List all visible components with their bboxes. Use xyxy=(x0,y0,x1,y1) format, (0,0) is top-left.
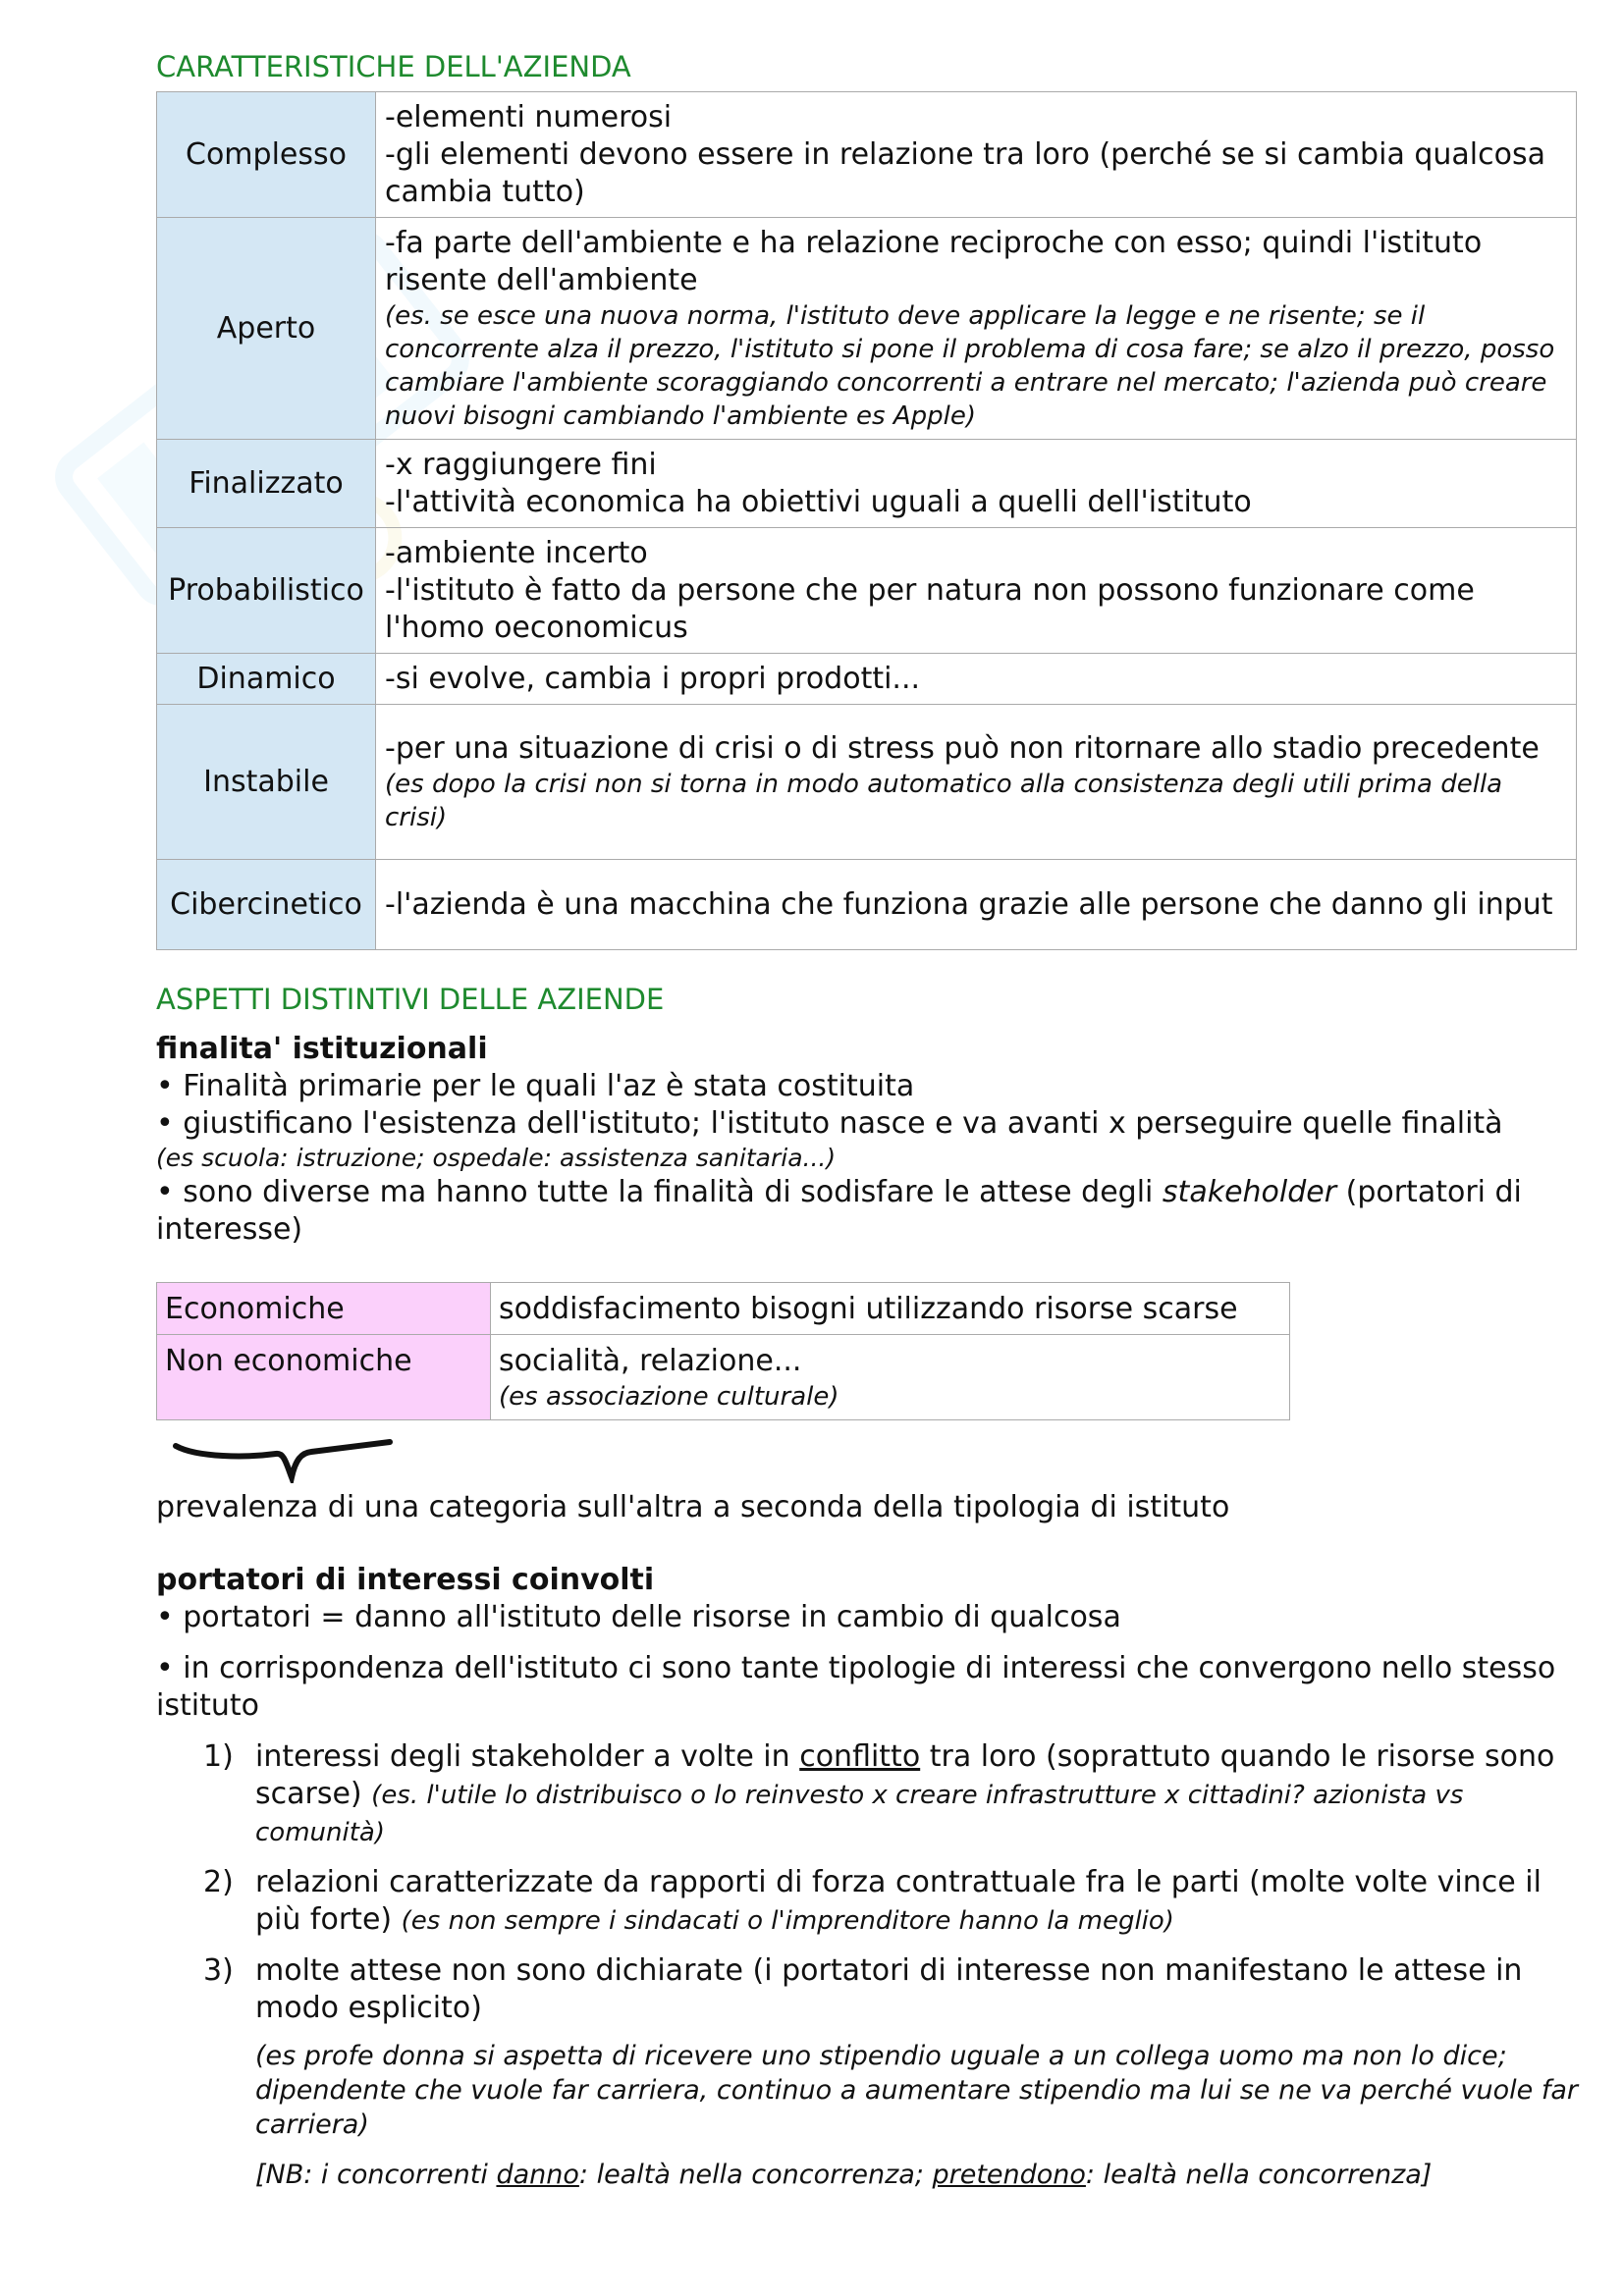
table-row xyxy=(157,1335,1290,1420)
bullet-example: (es scuola: istruzione; ospedale: assistenza sanitaria...) xyxy=(156,1144,837,1172)
row-value xyxy=(376,528,1577,654)
row-label: Probabilistico xyxy=(157,528,376,654)
text-part: : lealtà nella concorrenza] xyxy=(1085,2160,1433,2190)
row-label: Economiche xyxy=(157,1283,491,1335)
underlined-term: danno xyxy=(496,2160,579,2190)
row-line: -fa parte dell'ambiente e ha relazione reciproche con esso; quindi l'istituto risente dell'ambiente xyxy=(385,225,1483,297)
section-title-caratteristiche: CARATTERISTICHE DELL'AZIENDA xyxy=(156,50,631,83)
item-example: (es non sempre i sindacati o l'imprenditore hanno la meglio) xyxy=(401,1906,1174,1936)
text-part: molte attese non sono dichiarate (i portatori di interesse non manifestano le attese in modo esplicito) xyxy=(255,1953,1523,2025)
text-part: interessi degli stakeholder a volte in xyxy=(255,1739,800,1774)
row-label: Complesso xyxy=(157,92,376,218)
text-part: tra loro (soprattuto quando le risorse sono scarse) xyxy=(255,1739,1555,1811)
table-row xyxy=(157,528,1577,654)
item-number: 2) xyxy=(203,1865,234,1899)
row-line: -gli elementi devono essere in relazione tra loro (perché se si cambia qualcosa cambia tutto) xyxy=(385,136,1545,209)
section-title-aspetti: ASPETTI DISTINTIVI DELLE AZIENDE xyxy=(156,983,665,1016)
stakeholder-term: stakeholder xyxy=(1162,1175,1337,1209)
bullet-corrispondenza: • in corrispondenza dell'istituto ci sono tante tipologie di interessi che convergono nello stesso istituto xyxy=(156,1651,1556,1723)
list-item xyxy=(156,1952,1580,2027)
text-part: : lealtà nella concorrenza; xyxy=(578,2160,933,2190)
row-value xyxy=(491,1335,1290,1420)
subtitle-portatori: portatori di interessi coinvolti xyxy=(156,1563,655,1597)
row-label: Finalizzato xyxy=(157,440,376,528)
row-label: Cibercinetico xyxy=(157,860,376,950)
row-line: socialità, relazione... xyxy=(499,1344,802,1378)
table-row xyxy=(157,1283,1290,1335)
item-number: 3) xyxy=(203,1953,234,1988)
numbered-list xyxy=(156,1738,1580,2027)
row-line: -si evolve, cambia i propri prodotti... xyxy=(385,661,921,696)
underlined-term: pretendono xyxy=(932,2160,1086,2190)
row-value xyxy=(376,440,1577,528)
row-value xyxy=(376,705,1577,860)
table-row xyxy=(157,654,1577,705)
row-label: Aperto xyxy=(157,218,376,440)
table-row xyxy=(157,705,1577,860)
table-row xyxy=(157,218,1577,440)
row-example: (es. se esce una nuova norma, l'istituto deve applicare la legge e ne risente; se il concorrente alza il prezzo, l'istituto si pone il problema di cosa fare; se alzo il prezzo, posso cambiare l'ambiente scoraggiando concorrenti a entrare nel mercato; l'azienda può creare nuovi bisogni cambiando l'ambiente es Apple) xyxy=(385,300,1555,431)
row-line: -l'attività economica ha obiettivi uguali a quelli dell'istituto xyxy=(385,484,1252,519)
row-value xyxy=(376,860,1577,950)
row-label: Instabile xyxy=(157,705,376,860)
row-line: -per una situazione di crisi o di stress può non ritornare allo stadio precedente xyxy=(385,730,1540,766)
bullet-finalita-primarie: • Finalità primarie per le quali l'az è stata costituita xyxy=(156,1069,915,1103)
finalita-table xyxy=(156,1282,1290,1420)
text-part: • sono diverse ma hanno tutte la finalità di sodisfare le attese degli xyxy=(156,1175,1163,1209)
bullet-giustificano: • giustificano l'esistenza dell'istituto; l'istituto nasce e va avanti x perseguire quelle finalità xyxy=(156,1106,1503,1141)
row-example: (es dopo la crisi non si torna in modo automatico alla consistenza degli utili prima della crisi) xyxy=(385,769,1503,832)
list-item xyxy=(156,1738,1580,1850)
table-row xyxy=(157,860,1577,950)
table-row xyxy=(157,440,1577,528)
row-line: -x raggiungere fini xyxy=(385,447,657,482)
row-value xyxy=(376,218,1577,440)
row-value xyxy=(376,92,1577,218)
text-part: (portatori di interesse) xyxy=(156,1175,1522,1247)
text-part: relazioni caratterizzate da rapporti di forza contrattuale fra le parti (molte volte vince il più forte) xyxy=(255,1865,1542,1937)
underlined-term: conflitto xyxy=(799,1739,921,1774)
subtitle-finalita: finalita' istituzionali xyxy=(156,1032,488,1066)
row-line: -l'azienda è una macchina che funziona grazie alle persone che danno gli input xyxy=(385,886,1553,922)
list-item xyxy=(156,1864,1580,1939)
bullet-stakeholder xyxy=(156,1174,1580,1249)
bullet-portatori: • portatori = danno all'istituto delle risorse in cambio di qualcosa xyxy=(156,1600,1121,1634)
prevalenza-text: prevalenza di una categoria sull'altra a seconda della tipologia di istituto xyxy=(156,1490,1230,1524)
text-part: [NB: i concorrenti xyxy=(255,2160,497,2190)
row-value: soddisfacimento bisogni utilizzando risorse scarse xyxy=(491,1283,1290,1335)
row-example: (es associazione culturale) xyxy=(499,1382,839,1412)
row-value xyxy=(376,654,1577,705)
row-line: -ambiente incerto xyxy=(385,535,648,570)
nb-note xyxy=(156,2158,1580,2192)
caratteristiche-table xyxy=(156,91,1577,950)
row-line: -l'istituto è fatto da persone che per natura non possono funzionare come l'homo oeconomicus xyxy=(385,572,1475,645)
table-row xyxy=(157,92,1577,218)
row-label: Non economiche xyxy=(157,1335,491,1420)
item-number: 1) xyxy=(203,1739,234,1774)
row-label: Dinamico xyxy=(157,654,376,705)
curly-brace-icon xyxy=(168,1438,394,1483)
row-line: -elementi numerosi xyxy=(385,99,673,134)
item-example: (es. l'utile lo distribuisco o lo reinvesto x creare infrastrutture x cittadini? azionista vs comunità) xyxy=(255,1781,1464,1847)
example-profe: (es profe donna si aspetta di ricevere uno stipendio uguale a un collega uomo ma non lo dice; dipendente che vuole far carriera, continuo a aumentare stipendio ma lui se ne va perché vuole far carriera) xyxy=(255,2041,1578,2140)
